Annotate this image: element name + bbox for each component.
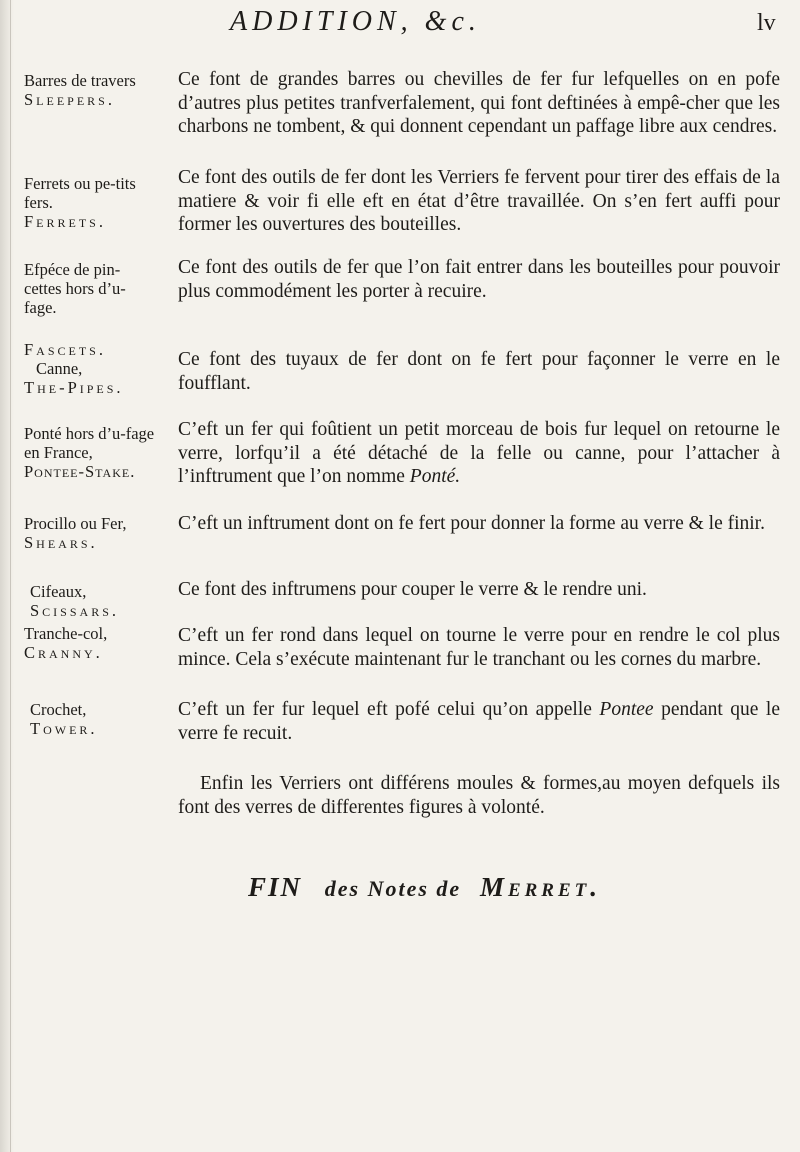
margin-term-english: Scissars. <box>30 601 119 620</box>
closing-paragraph: Enfin les Verriers ont différens moules & formes,au moyen defquels ils font des verres de differentes figures à volonté. <box>178 773 780 818</box>
entry-text: Ce font des outils de fer que l’on fait entrer dans les bouteilles pour pouvoir plus commodément les porter à recuire. <box>178 257 780 302</box>
margin-term-english: Sleepers. <box>24 90 115 109</box>
entry-text: Ce font des tuyaux de fer dont on fe fert pour façonner le verre en le foufflant. <box>178 349 780 394</box>
margin-term-english: Pontee-Stake. <box>24 462 136 481</box>
margin-term <box>30 700 170 738</box>
margin-term <box>24 624 164 662</box>
margin-term <box>24 424 160 481</box>
margin-term-english-2: The-Pipes. <box>24 378 124 397</box>
entry-text-term: Ponté. <box>409 466 461 487</box>
margin-term-french: Crochet, <box>30 700 87 719</box>
entry-text: Ce font de grandes barres ou chevilles de fer fur lefquelles on en pofe d’autres plus petites tranfverfalement, qui font deftinées à empê-cher que les charbons ne tombent, & qui donnent cependant un paffage libre aux cendres. <box>178 69 780 137</box>
margin-term-english: Ferrets. <box>24 212 106 231</box>
entry-text: Ce font des inftrumens pour couper le verre & le rendre uni. <box>178 579 647 600</box>
margin-term-french: Cifeaux, <box>30 582 87 601</box>
running-header <box>0 6 800 40</box>
entry-text: C’eft un fer rond dans lequel on tourne le verre pour en rendre le col plus mince. Cela s’exécute maintenant fur le tranchant ou les cornes du marbre. <box>178 625 780 670</box>
margin-term-french: Efpéce de pin-cettes hors d’u-fage. <box>24 260 126 317</box>
margin-term-french: Procillo ou Fer, <box>24 514 127 533</box>
colophon-fin: FIN <box>248 872 303 902</box>
entry-text <box>178 418 780 489</box>
margin-term-english: Cranny. <box>24 643 103 662</box>
margin-term-french: Tranche-col, <box>24 624 108 643</box>
margin-term-english: Tower. <box>30 719 98 738</box>
colophon <box>248 872 601 903</box>
page-gutter <box>0 0 14 1152</box>
margin-term-english: Fascets. <box>24 340 106 359</box>
entry-text <box>178 698 780 745</box>
margin-term <box>24 340 164 397</box>
margin-term <box>24 514 174 552</box>
margin-term <box>24 71 164 109</box>
colophon-des-notes: des Notes de <box>324 876 462 901</box>
colophon-author: Merret. <box>479 872 601 902</box>
entry-text: C’eft un inftrument dont on fe fert pour donner la forme au verre & le finir. <box>178 513 765 534</box>
margin-term-french: Ponté hors d’u-fage en France, <box>24 424 155 462</box>
margin-term-french: Canne, <box>36 359 83 378</box>
margin-term-english: Shears. <box>24 533 98 552</box>
margin-term <box>24 174 156 231</box>
entry-text-main: C’eft un fer fur lequel eft pofé celui qu’on appelle <box>178 699 592 720</box>
margin-term-french: Ferrets ou pe-tits fers. <box>24 174 136 212</box>
running-title: ADDITION, &c. <box>230 6 481 37</box>
margin-term-french: Barres de travers <box>24 71 136 90</box>
margin-term <box>24 260 156 317</box>
gutter-line <box>10 0 11 1152</box>
entry-text-end: pendant que le verre fe recuit. <box>178 699 781 744</box>
entry-text: Ce font des outils de fer dont les Verriers fe fervent pour tirer des effais de la matiere & voir fi elle eft en état d’être travaillée. On s’en fert auffi pour former les ouvertures des bouteilles. <box>178 167 780 235</box>
page-number: lv <box>757 10 776 36</box>
entry-text-main: C’eft un fer qui foûtient un petit morceau de bois fur lequel on retourne le verre, lorfqu’il a été détaché de la felle ou canne, pour l’attacher à l’inftrument que l’on nomme <box>178 419 780 487</box>
margin-term <box>30 582 170 620</box>
entry-text-term: Pontee <box>599 699 654 720</box>
